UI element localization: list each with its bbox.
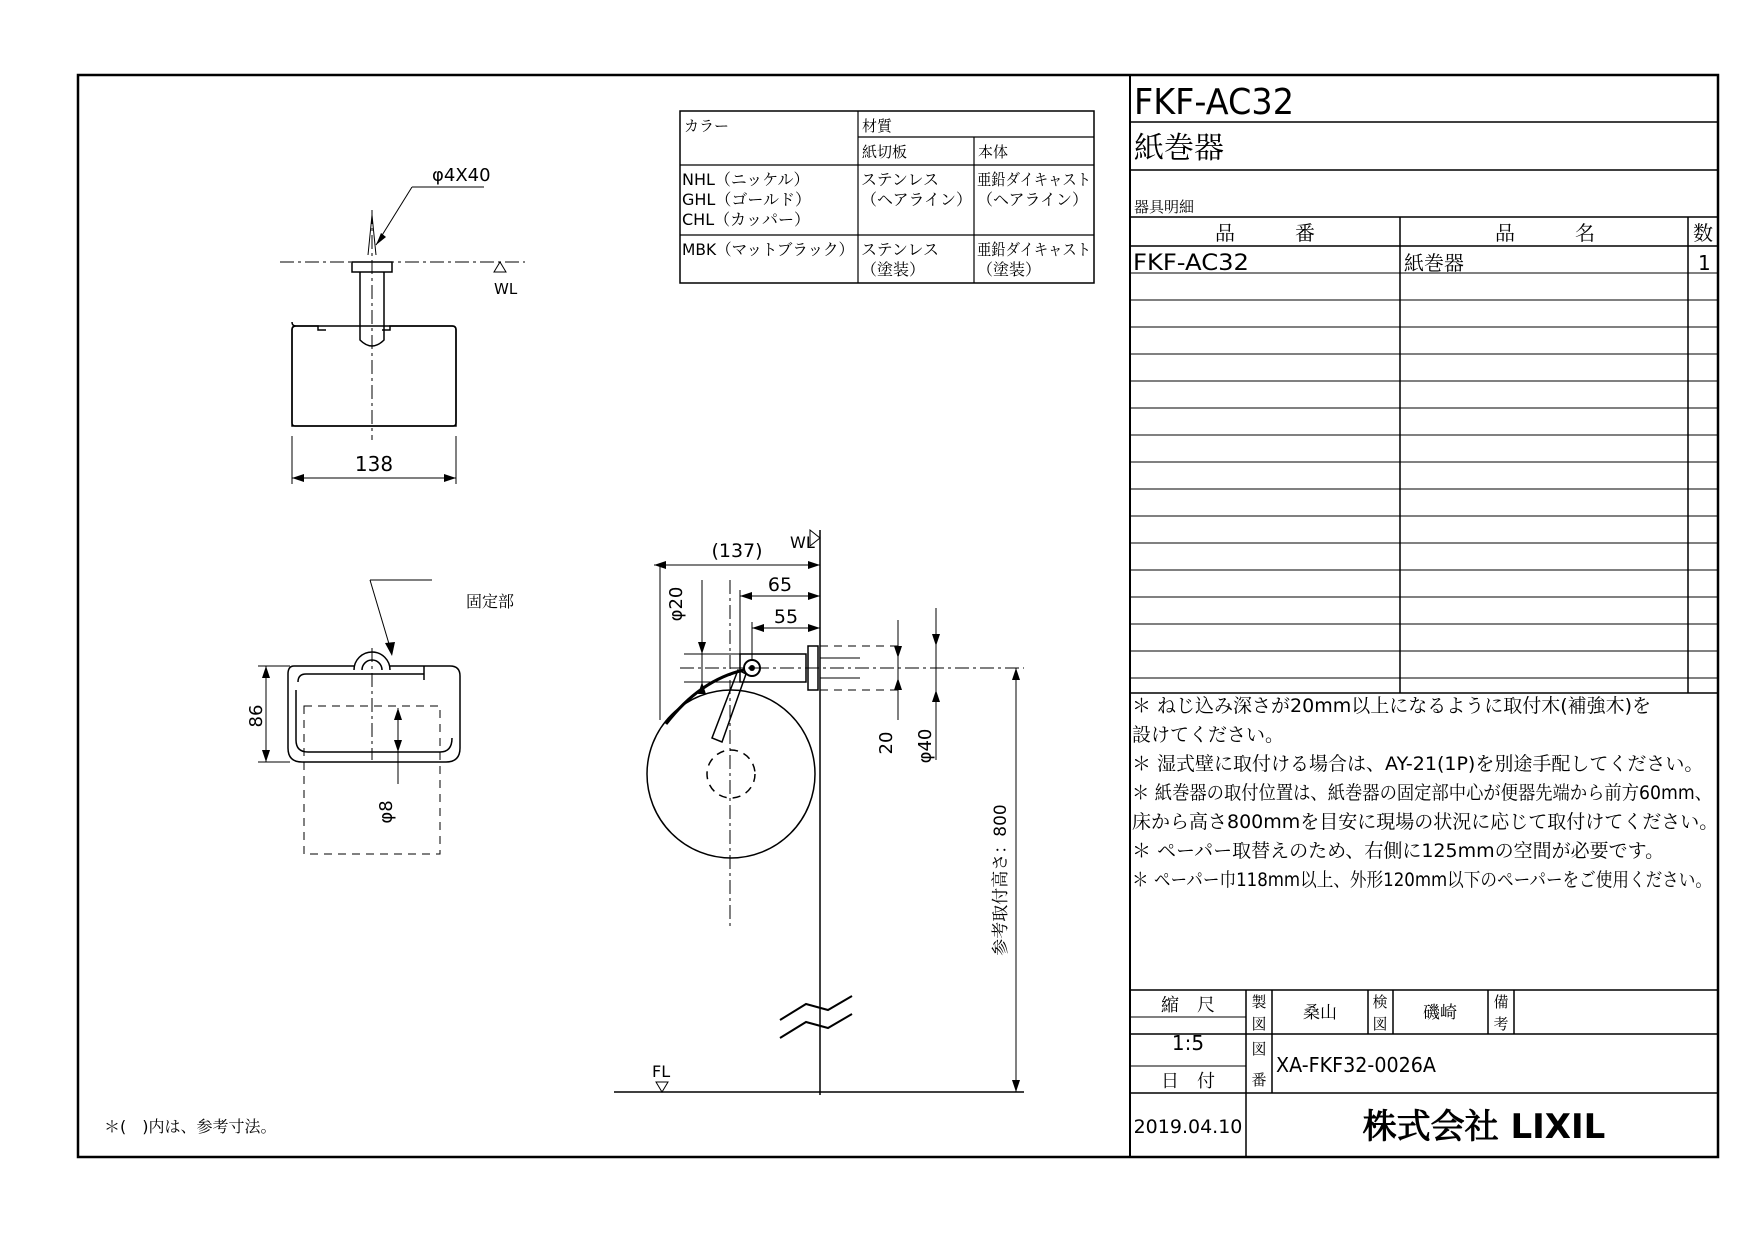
date-value: 2019.04.10 [1133,1116,1243,1138]
col-qty: 数 [1693,221,1713,245]
header-cutter: 紙切板 [862,143,908,161]
checked-label: 検 [1372,993,1388,1011]
row-qty: 1 [1698,251,1711,275]
dia40-dim: φ40 [915,728,936,764]
header-material: 材質 [862,117,893,135]
note-line: ＊ ペーパー取替えのため、右側に125mmの空間が必要です。 [1132,840,1665,862]
parts-list-table [1130,217,1718,693]
checked-by: 磯崎 [1423,1003,1457,1023]
date-label: 日 付 [1161,1071,1215,1092]
fl-label: FL [652,1062,671,1081]
cutter-finish: （塗装） [861,260,926,279]
model-number: FKF-AC32 [1134,82,1294,123]
color-option: GHL（ゴールド） [682,190,812,209]
color-option: MBK（マットブラック） [682,240,854,259]
header-body: 本体 [978,143,1009,161]
wl-side-label: WL [790,533,815,552]
front-view [280,165,525,484]
col-part-no: 品 番 [1215,221,1315,245]
body-finish: （ヘアライン） [977,190,1089,209]
title-block [1130,82,1718,1157]
dia8-dim: φ8 [376,800,397,824]
material-table [680,111,1094,283]
note-line: ＊ ねじ込み深さが20mm以上になるように取付木(補強木)を [1132,695,1652,717]
scale-value: 1:5 [1171,1031,1205,1055]
note-line: 設けてください。 [1132,724,1285,746]
dia20-left-dim: φ20 [666,586,687,622]
drawing-number: XA-FKF32-0026A [1276,1053,1437,1077]
drawing-no-label: 図 [1251,1040,1267,1058]
cutter-material: ステンレス [861,240,940,259]
note-line: ＊ ペーパー巾118mm以上、外形120mm以下のペーパーをご使用ください。 [1132,869,1712,891]
note-line: ＊ 紙巻器の取付位置は、紙巻器の固定部中心が便器先端から前方60mm、 [1132,782,1712,804]
color-option: CHL（カッパー） [682,210,810,229]
drawn-by: 桑山 [1303,1003,1337,1023]
reference-footnote: ＊( )内は、参考寸法。 [104,1117,277,1136]
drawn-label: 図 [1251,1015,1267,1033]
body-material: 亜鉛ダイキャスト [977,240,1091,259]
note-line: ＊ 湿式壁に取付ける場合は、AY-21(1P)を別途手配してください。 [1132,753,1704,775]
height-dim: 86 [246,704,267,728]
d55-dim: 55 [773,606,799,628]
checked-label: 図 [1372,1015,1388,1033]
company-name: 株式会社 LIXIL [1362,1107,1606,1147]
d65-dim: 65 [767,574,793,596]
fixing-part-label: 固定部 [466,592,515,611]
signature-block [1130,990,1718,1157]
drawing-no-label: 番 [1251,1071,1267,1089]
product-name: 紙巻器 [1134,131,1224,166]
cutter-material: ステンレス [861,170,940,189]
scale-label: 縮 尺 [1161,995,1215,1016]
depth-dim: (137) [711,540,763,562]
wl-label: WL [494,280,518,298]
drawn-label: 製 [1251,993,1267,1011]
drawing-frame [78,75,1718,1157]
color-option: NHL（ニッケル） [682,170,810,189]
ref-height-dim: 参考取付高さ：800 [991,804,1011,956]
parts-list-title: 器具明細 [1134,198,1195,216]
screw-dim: φ4X40 [432,165,491,186]
body-material: 亜鉛ダイキャスト [977,170,1091,189]
notes [1132,695,1718,891]
row-part-name: 紙巻器 [1404,251,1464,275]
remarks-label: 考 [1493,1015,1509,1033]
row-part-no: FKF-AC32 [1133,251,1249,276]
body-finish: （塗装） [977,260,1042,279]
width-dim: 138 [354,452,394,476]
cutter-finish: （ヘアライン） [861,190,973,209]
d20-dim: 20 [876,731,897,755]
side-view [614,530,1024,1095]
plan-view [246,580,514,854]
col-part-name: 品 名 [1495,221,1595,245]
remarks-label: 備 [1493,993,1509,1011]
header-color: カラー [684,117,730,135]
note-line: 床から高さ800mmを目安に現場の状況に応じて取付けてください。 [1132,811,1719,833]
